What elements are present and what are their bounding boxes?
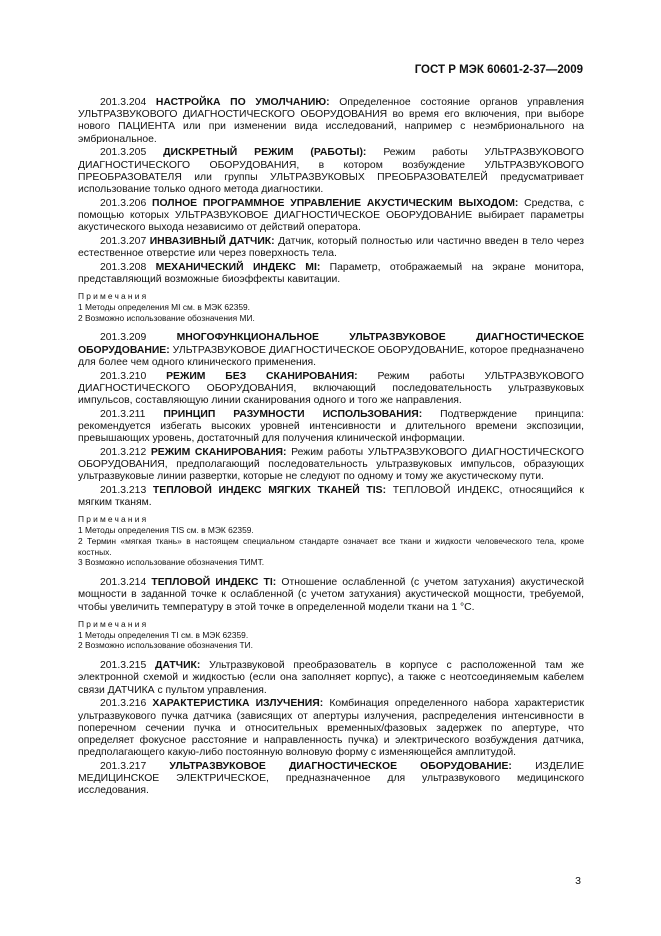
entry-number: 201.3.217 (100, 760, 147, 772)
entry-number: 201.3.209 (100, 332, 147, 344)
note-item: 1 Методы определения MI см. в МЭК 62359. (78, 301, 251, 312)
entry-term: ИНВАЗИВНЫЙ ДАТЧИК: (149, 235, 275, 247)
notes-heading: Примечания (78, 514, 149, 525)
definition-entry (78, 660, 584, 697)
note-item: 2 Возможно использование обозначения ТИ. (78, 640, 253, 651)
entry-number: 201.3.208 (100, 261, 147, 273)
entry-number: 201.3.212 (100, 446, 147, 458)
definition-entry (78, 577, 584, 614)
entry-definition: Средства, с помощью которых УЛЬТРАЗВУКОВОЕ ДИАГНОСТИЧЕСКОЕ ОБОРУДОВАНИЕ выбирает параметры акустического выхода независимо от действий оператора. (78, 197, 584, 234)
entry-number: 201.3.216 (100, 698, 147, 710)
entry-definition: Подтверждение принципа: рекомендуется избегать высоких уровней интенсивности и длительного времени экспозиции, превышающих уровень, достаточный для получения клинической информации. (78, 408, 584, 445)
entry-definition: ИЗДЕЛИЕ МЕДИЦИНСКОЕ ЭЛЕКТРИЧЕСКОЕ, предназначенное для ультразвукового медицинского исследования. (78, 760, 585, 797)
entry-definition: УЛЬТРАЗВУКОВОЕ ДИАГНОСТИЧЕСКОЕ ОБОРУДОВАНИЕ, которое предназначено для более чем одного клинического применения. (78, 344, 584, 368)
definition-entry (78, 97, 584, 146)
definition-entry (78, 371, 584, 408)
entry-term: ПРИНЦИП РАЗУМНОСТИ ИСПОЛЬЗОВАНИЯ: (163, 408, 423, 420)
entry-term: ХАРАКТЕРИСТИКА ИЗЛУЧЕНИЯ: (152, 698, 324, 710)
entry-term: ДИСКРЕТНЫЙ РЕЖИМ (РАБОТЫ): (163, 147, 367, 159)
note-item: 1 Методы определения TIS см. в МЭК 62359. (78, 525, 254, 536)
entry-term: ТЕПЛОВОЙ ИНДЕКС МЯГКИХ ТКАНЕЙ TIS: (152, 484, 387, 496)
entry-term: ДАТЧИК: (155, 660, 201, 672)
entry-number: 201.3.204 (100, 97, 147, 108)
notes-heading: Примечания (78, 618, 149, 629)
definition-entry (78, 761, 584, 798)
definition-entry (78, 332, 584, 369)
definitions-group (78, 332, 584, 509)
entry-definition: Режим работы УЛЬТРАЗВУКОВОГО ДИАГНОСТИЧЕСКОГО ОБОРУДОВАНИЯ, в котором возбуждение УЛЬТРАЗВУКОВОГО ПРЕОБРАЗОВАТЕЛЯ или группы УЛЬТРАЗВУКОВЫХ ПРЕОБРАЗОВАТЕЛЕЙ предусматривает использование только одного метода диагностики. (78, 147, 584, 195)
definition-entry (78, 447, 584, 484)
note-item: 3 Возможно использование обозначения ТИМТ. (78, 557, 265, 568)
page-number: 3 (575, 875, 581, 887)
entry-definition: Ультразвуковой преобразователь в корпусе с расположенной там же электронной схемой и жидкостью (если она заполняет корпус), а также с неотсоединяемым кабелем связи ДАТЧИКА с пультом управления. (78, 660, 584, 696)
definitions-group (78, 97, 584, 286)
definitions-group (78, 660, 584, 797)
entry-number: 201.3.214 (100, 577, 147, 589)
note-item: 2 Возможно использование обозначения МИ. (78, 312, 255, 323)
entry-term: НАСТРОЙКА ПО УМОЛЧАНИЮ: (155, 97, 330, 108)
entry-definition: Параметр, отображаемый на экране монитора, представляющий возможные биоэффекты кавитации. (78, 261, 585, 285)
entry-definition: Определенное состояние органов управления УЛЬТРАЗВУКОВОГО ДИАГНОСТИЧЕСКОГО ОБОРУДОВАНИЯ во время его включения, при выборе нового ПАЦИЕНТА или при изменении вида исследований, например с неэмбрионального на эмбриональное. (78, 97, 584, 145)
definition-entry (78, 262, 584, 286)
definitions-group (78, 577, 584, 614)
entry-definition: ТЕПЛОВОЙ ИНДЕКС, относящийся к мягким тканям. (78, 484, 584, 509)
entry-term: РЕЖИМ БЕЗ СКАНИРОВАНИЯ: (166, 370, 358, 382)
entry-term: УЛЬТРАЗВУКОВОЕ ДИАГНОСТИЧЕСКОЕ ОБОРУДОВАНИЕ: (169, 760, 512, 772)
definition-entry (78, 198, 584, 235)
entry-definition: Датчик, который полностью или частично введен в тело через естественное отверстие или через поверхность тела. (78, 235, 585, 259)
notes-block (78, 291, 584, 323)
definition-entry (78, 698, 584, 759)
entry-term: МЕХАНИЧЕСКИЙ ИНДЕКС MI: (155, 261, 321, 273)
document-body (78, 97, 584, 799)
note-item: 2 Термин «мягкая ткань» в настоящем специальном стандарте означает все ткани и жидкости человеческого тела, кроме костных. (78, 535, 584, 557)
note-item: 1 Методы определения TI см. в МЭК 62359. (78, 629, 249, 640)
document-header: ГОСТ Р МЭК 60601-2-37—2009 (414, 64, 583, 76)
entry-number: 201.3.215 (100, 660, 147, 672)
definition-entry (78, 236, 584, 260)
entry-term: РЕЖИМ СКАНИРОВАНИЯ: (150, 446, 287, 458)
entry-term: МНОГОФУНКЦИОНАЛЬНОЕ УЛЬТРАЗВУКОВОЕ ДИАГНОСТИЧЕСКОЕ ОБОРУДОВАНИЕ: (78, 332, 585, 356)
entry-definition: Режим работы УЛЬТРАЗВУКОВОГО ДИАГНОСТИЧЕСКОГО ОБОРУДОВАНИЯ, предполагающий последовательность ультразвуковых импульсов, образующих ультразвуковые линии развертки, которые не следуют по одному и тому же акустическому пути. (78, 446, 584, 483)
definition-entry (78, 409, 584, 446)
definition-entry (78, 485, 584, 509)
entry-definition: Режим работы УЛЬТРАЗВУКОВОГО ДИАГНОСТИЧЕСКОГО ОБОРУДОВАНИЯ, включающий последовательность ультразвуковых импульсов, составляющую линии сканирования одного и того же направления. (78, 370, 584, 406)
entry-term: ПОЛНОЕ ПРОГРАММНОЕ УПРАВЛЕНИЕ АКУСТИЧЕСКИМ ВЫХОДОМ: (152, 197, 519, 209)
entry-number: 201.3.205 (100, 147, 147, 159)
entry-number: 201.3.206 (100, 197, 147, 209)
entry-number: 201.3.211 (100, 408, 146, 420)
notes-heading: Примечания (78, 291, 149, 302)
entry-number: 201.3.213 (100, 484, 147, 496)
notes-block (78, 514, 584, 568)
entry-definition: Комбинация определенного набора характеристик ультразвукового пучка датчика (зависящих от апертуры излучения, распределения интенсивности в поперечном сечении пучка и относительных временных/фазовых задержек по апертуре, что определяет фокусное расстояние и направленность пучка) и электрического возбуждения датчика, предполагающего какую-либо постоянную волновую форму с изменяющейся амплитудой. (78, 698, 584, 759)
entry-definition: Отношение ослабленной (с учетом затухания) акустической мощности в заданной точке к ослабленной (с учетом затухания) акустической мощности, требуемой, чтобы увеличить температуру в этой точке в определенной модели ткани на 1 °С. (78, 577, 584, 613)
entry-number: 201.3.207 (100, 235, 147, 247)
notes-block (78, 619, 584, 651)
entry-number: 201.3.210 (100, 370, 147, 382)
definition-entry (78, 147, 584, 196)
entry-term: ТЕПЛОВОЙ ИНДЕКС TI: (151, 577, 277, 589)
